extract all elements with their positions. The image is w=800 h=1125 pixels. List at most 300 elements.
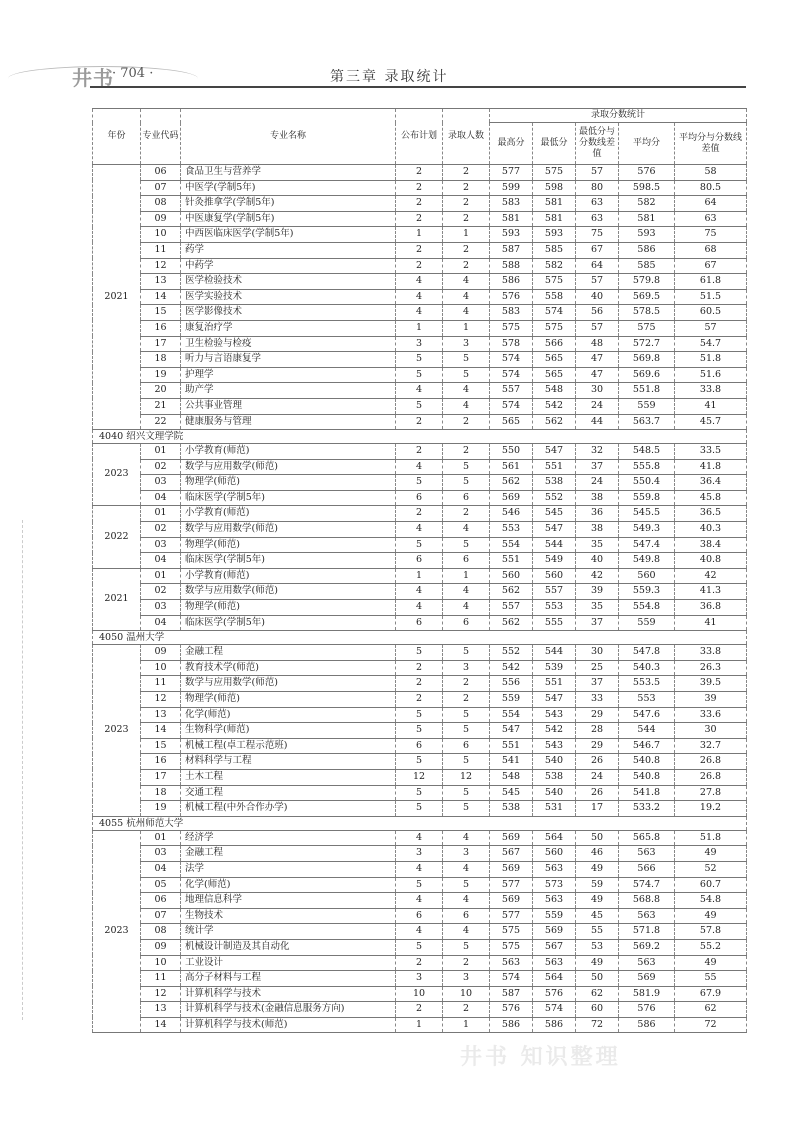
avg-diff-cell: 54.7 (675, 336, 747, 352)
plan-cell: 3 (396, 846, 443, 862)
col-avg: 平均分 (619, 123, 675, 165)
code-cell: 06 (141, 893, 181, 909)
table-row (93, 692, 747, 708)
avg-score-cell: 565.8 (619, 830, 675, 846)
table-row (93, 398, 747, 414)
code-cell: 04 (141, 615, 181, 631)
code-cell: 17 (141, 769, 181, 785)
year-cell: 2023 (93, 444, 141, 506)
year-cell: 2022 (93, 506, 141, 568)
min-score-cell: 573 (533, 877, 576, 893)
min-score-cell: 551 (533, 459, 576, 475)
max-score-cell: 557 (490, 383, 533, 399)
code-cell: 04 (141, 861, 181, 877)
major-name-cell: 经济学 (181, 830, 396, 846)
plan-cell: 2 (396, 180, 443, 196)
code-cell: 16 (141, 754, 181, 770)
min-score-cell: 585 (533, 242, 576, 258)
avg-score-cell: 549.8 (619, 553, 675, 569)
min-diff-cell: 24 (576, 769, 619, 785)
university-name: 4055 杭州师范大学 (93, 816, 747, 830)
admitted-cell: 5 (443, 645, 490, 661)
avg-score-cell: 566 (619, 861, 675, 877)
min-score-cell: 553 (533, 600, 576, 616)
plan-cell: 4 (396, 459, 443, 475)
min-score-cell: 593 (533, 227, 576, 243)
table-row (93, 305, 747, 321)
major-name-cell: 临床医学(学制5年) (181, 553, 396, 569)
table-header (93, 109, 747, 165)
plan-cell: 2 (396, 506, 443, 522)
avg-diff-cell: 39.5 (675, 676, 747, 692)
code-cell: 12 (141, 692, 181, 708)
avg-diff-cell: 60.5 (675, 305, 747, 321)
min-score-cell: 549 (533, 553, 576, 569)
code-cell: 05 (141, 877, 181, 893)
major-name-cell: 康复治疗学 (181, 320, 396, 336)
table-row (93, 600, 747, 616)
table-row (93, 459, 747, 475)
plan-cell: 4 (396, 861, 443, 877)
max-score-cell: 538 (490, 801, 533, 817)
min-score-cell: 538 (533, 769, 576, 785)
watermark: 井书 知识整理 (460, 1045, 621, 1070)
major-name-cell: 中医学(学制5年) (181, 180, 396, 196)
min-score-cell: 581 (533, 211, 576, 227)
min-score-cell: 581 (533, 196, 576, 212)
admitted-cell: 5 (443, 459, 490, 475)
min-diff-cell: 49 (576, 861, 619, 877)
code-cell: 21 (141, 398, 181, 414)
max-score-cell: 593 (490, 227, 533, 243)
plan-cell: 12 (396, 769, 443, 785)
admitted-cell: 2 (443, 444, 490, 460)
min-score-cell: 576 (533, 986, 576, 1002)
min-diff-cell: 49 (576, 955, 619, 971)
avg-score-cell: 582 (619, 196, 675, 212)
table-row (93, 553, 747, 569)
avg-score-cell: 576 (619, 1002, 675, 1018)
admission-table (92, 108, 747, 1033)
avg-diff-cell: 51.8 (675, 830, 747, 846)
max-score-cell: 562 (490, 475, 533, 491)
admitted-cell: 1 (443, 320, 490, 336)
major-name-cell: 机械工程(中外合作办学) (181, 801, 396, 817)
min-diff-cell: 63 (576, 211, 619, 227)
avg-score-cell: 547.4 (619, 537, 675, 553)
code-cell: 10 (141, 660, 181, 676)
avg-score-cell: 541.8 (619, 785, 675, 801)
plan-cell: 2 (396, 660, 443, 676)
admitted-cell: 2 (443, 955, 490, 971)
min-diff-cell: 24 (576, 398, 619, 414)
plan-cell: 5 (396, 939, 443, 955)
min-score-cell: 531 (533, 801, 576, 817)
code-cell: 18 (141, 785, 181, 801)
major-name-cell: 公共事业管理 (181, 398, 396, 414)
code-cell: 04 (141, 490, 181, 506)
avg-diff-cell: 51.6 (675, 367, 747, 383)
avg-score-cell: 569.8 (619, 352, 675, 368)
avg-score-cell: 571.8 (619, 924, 675, 940)
max-score-cell: 563 (490, 955, 533, 971)
min-score-cell: 563 (533, 955, 576, 971)
plan-cell: 5 (396, 537, 443, 553)
major-name-cell: 数学与应用数学(师范) (181, 676, 396, 692)
plan-cell: 5 (396, 352, 443, 368)
min-score-cell: 575 (533, 320, 576, 336)
plan-cell: 10 (396, 986, 443, 1002)
min-diff-cell: 55 (576, 924, 619, 940)
avg-diff-cell: 41 (675, 398, 747, 414)
min-diff-cell: 39 (576, 584, 619, 600)
table-row (93, 645, 747, 661)
avg-diff-cell: 67.9 (675, 986, 747, 1002)
min-diff-cell: 40 (576, 553, 619, 569)
avg-score-cell: 553 (619, 692, 675, 708)
avg-diff-cell: 45.8 (675, 490, 747, 506)
avg-diff-cell: 26.3 (675, 660, 747, 676)
min-score-cell: 551 (533, 676, 576, 692)
avg-diff-cell: 38.4 (675, 537, 747, 553)
major-name-cell: 材料科学与工程 (181, 754, 396, 770)
major-name-cell: 教育技术学(师范) (181, 660, 396, 676)
code-cell: 11 (141, 242, 181, 258)
plan-cell: 4 (396, 600, 443, 616)
avg-score-cell: 554.8 (619, 600, 675, 616)
avg-score-cell: 578.5 (619, 305, 675, 321)
plan-cell: 2 (396, 165, 443, 181)
code-cell: 01 (141, 506, 181, 522)
min-score-cell: 569 (533, 924, 576, 940)
major-name-cell: 卫生检验与检疫 (181, 336, 396, 352)
plan-cell: 4 (396, 924, 443, 940)
min-score-cell: 547 (533, 444, 576, 460)
major-name-cell: 金融工程 (181, 645, 396, 661)
plan-cell: 2 (396, 444, 443, 460)
admitted-cell: 3 (443, 846, 490, 862)
code-cell: 09 (141, 939, 181, 955)
min-diff-cell: 30 (576, 645, 619, 661)
table-row (93, 258, 747, 274)
avg-diff-cell: 60.7 (675, 877, 747, 893)
admitted-cell: 4 (443, 398, 490, 414)
code-cell: 15 (141, 738, 181, 754)
min-diff-cell: 50 (576, 971, 619, 987)
major-name-cell: 医学影像技术 (181, 305, 396, 321)
code-cell: 09 (141, 211, 181, 227)
university-row (93, 631, 747, 645)
admitted-cell: 10 (443, 986, 490, 1002)
max-score-cell: 550 (490, 444, 533, 460)
max-score-cell: 565 (490, 414, 533, 430)
min-score-cell: 563 (533, 893, 576, 909)
page-number: · 704 · (112, 66, 154, 81)
max-score-cell: 546 (490, 506, 533, 522)
max-score-cell: 569 (490, 893, 533, 909)
table-row (93, 955, 747, 971)
avg-diff-cell: 40.3 (675, 522, 747, 538)
min-diff-cell: 38 (576, 522, 619, 538)
table-row (93, 506, 747, 522)
plan-cell: 2 (396, 196, 443, 212)
table-row (93, 196, 747, 212)
min-score-cell: 545 (533, 506, 576, 522)
table-row (93, 289, 747, 305)
avg-diff-cell: 52 (675, 861, 747, 877)
avg-score-cell: 569.6 (619, 367, 675, 383)
major-name-cell: 临床医学(学制5年) (181, 615, 396, 631)
major-name-cell: 听力与言语康复学 (181, 352, 396, 368)
max-score-cell: 575 (490, 939, 533, 955)
major-name-cell: 计算机科学与技术(师范) (181, 1017, 396, 1033)
admitted-cell: 2 (443, 258, 490, 274)
avg-score-cell: 540.8 (619, 769, 675, 785)
max-score-cell: 554 (490, 707, 533, 723)
max-score-cell: 576 (490, 1002, 533, 1018)
plan-cell: 2 (396, 242, 443, 258)
avg-score-cell: 581.9 (619, 986, 675, 1002)
avg-score-cell: 544 (619, 723, 675, 739)
min-score-cell: 542 (533, 398, 576, 414)
min-score-cell: 563 (533, 861, 576, 877)
table-row (93, 584, 747, 600)
code-cell: 07 (141, 908, 181, 924)
max-score-cell: 567 (490, 846, 533, 862)
admitted-cell: 2 (443, 180, 490, 196)
code-cell: 22 (141, 414, 181, 430)
margin-dots (22, 520, 27, 1020)
min-diff-cell: 64 (576, 258, 619, 274)
admitted-cell: 3 (443, 660, 490, 676)
plan-cell: 5 (396, 707, 443, 723)
admitted-cell: 1 (443, 568, 490, 584)
table-row (93, 211, 747, 227)
max-score-cell: 577 (490, 877, 533, 893)
avg-score-cell: 547.6 (619, 707, 675, 723)
table-row (93, 414, 747, 430)
min-score-cell: 574 (533, 1002, 576, 1018)
min-diff-cell: 37 (576, 676, 619, 692)
admitted-cell: 3 (443, 336, 490, 352)
major-name-cell: 化学(师范) (181, 877, 396, 893)
min-diff-cell: 44 (576, 414, 619, 430)
chapter-title: 第三章 录取统计 (330, 69, 449, 85)
plan-cell: 6 (396, 553, 443, 569)
table-row (93, 180, 747, 196)
min-diff-cell: 25 (576, 660, 619, 676)
min-score-cell: 544 (533, 537, 576, 553)
min-score-cell: 543 (533, 738, 576, 754)
avg-diff-cell: 27.8 (675, 785, 747, 801)
min-diff-cell: 59 (576, 877, 619, 893)
major-name-cell: 小学教育(师范) (181, 506, 396, 522)
avg-diff-cell: 67 (675, 258, 747, 274)
max-score-cell: 569 (490, 830, 533, 846)
max-score-cell: 578 (490, 336, 533, 352)
logo: 井书 (72, 66, 114, 90)
max-score-cell: 553 (490, 522, 533, 538)
admitted-cell: 4 (443, 893, 490, 909)
min-diff-cell: 37 (576, 459, 619, 475)
plan-cell: 5 (396, 754, 443, 770)
avg-diff-cell: 42 (675, 568, 747, 584)
min-score-cell: 542 (533, 723, 576, 739)
table-body (93, 165, 747, 1033)
code-cell: 11 (141, 971, 181, 987)
min-score-cell: 565 (533, 352, 576, 368)
max-score-cell: 552 (490, 645, 533, 661)
major-name-cell: 数学与应用数学(师范) (181, 584, 396, 600)
table-row (93, 615, 747, 631)
code-cell: 04 (141, 553, 181, 569)
plan-cell: 4 (396, 893, 443, 909)
table-row (93, 861, 747, 877)
avg-diff-cell: 36.8 (675, 600, 747, 616)
min-score-cell: 547 (533, 692, 576, 708)
max-score-cell: 557 (490, 600, 533, 616)
plan-cell: 4 (396, 305, 443, 321)
min-score-cell: 539 (533, 660, 576, 676)
table-row (93, 336, 747, 352)
major-name-cell: 小学教育(师范) (181, 568, 396, 584)
admitted-cell: 5 (443, 785, 490, 801)
major-name-cell: 助产学 (181, 383, 396, 399)
admitted-cell: 5 (443, 475, 490, 491)
max-score-cell: 551 (490, 738, 533, 754)
max-score-cell: 561 (490, 459, 533, 475)
avg-score-cell: 555.8 (619, 459, 675, 475)
min-score-cell: 547 (533, 522, 576, 538)
min-diff-cell: 75 (576, 227, 619, 243)
avg-diff-cell: 80.5 (675, 180, 747, 196)
header-rule (90, 86, 746, 88)
year-cell: 2021 (93, 165, 141, 430)
admitted-cell: 5 (443, 877, 490, 893)
plan-cell: 5 (396, 645, 443, 661)
table-row (93, 274, 747, 290)
major-name-cell: 小学教育(师范) (181, 444, 396, 460)
major-name-cell: 生物技术 (181, 908, 396, 924)
code-cell: 14 (141, 1017, 181, 1033)
avg-diff-cell: 68 (675, 242, 747, 258)
max-score-cell: 586 (490, 1017, 533, 1033)
min-diff-cell: 80 (576, 180, 619, 196)
table-row (93, 165, 747, 181)
max-score-cell: 587 (490, 242, 533, 258)
code-cell: 07 (141, 180, 181, 196)
avg-score-cell: 563.7 (619, 414, 675, 430)
plan-cell: 5 (396, 398, 443, 414)
avg-diff-cell: 57 (675, 320, 747, 336)
col-min-diff: 最低分与分数线差值 (576, 123, 619, 165)
major-name-cell: 化学(师范) (181, 707, 396, 723)
min-diff-cell: 67 (576, 242, 619, 258)
min-diff-cell: 57 (576, 165, 619, 181)
major-name-cell: 医学检验技术 (181, 274, 396, 290)
avg-diff-cell: 41.3 (675, 584, 747, 600)
avg-score-cell: 586 (619, 242, 675, 258)
min-score-cell: 566 (533, 336, 576, 352)
max-score-cell: 569 (490, 490, 533, 506)
admitted-cell: 2 (443, 692, 490, 708)
col-plan: 公布计划 (396, 109, 443, 165)
min-score-cell: 548 (533, 383, 576, 399)
max-score-cell: 583 (490, 305, 533, 321)
col-min: 最低分 (533, 123, 576, 165)
major-name-cell: 护理学 (181, 367, 396, 383)
table-row (93, 1017, 747, 1033)
table-row (93, 660, 747, 676)
min-diff-cell: 29 (576, 707, 619, 723)
plan-cell: 2 (396, 676, 443, 692)
major-name-cell: 物理学(师范) (181, 692, 396, 708)
code-cell: 03 (141, 475, 181, 491)
min-diff-cell: 57 (576, 320, 619, 336)
table-row (93, 1002, 747, 1018)
col-max: 最高分 (490, 123, 533, 165)
table-row (93, 924, 747, 940)
major-name-cell: 物理学(师范) (181, 537, 396, 553)
admitted-cell: 4 (443, 830, 490, 846)
min-diff-cell: 35 (576, 600, 619, 616)
major-name-cell: 生物科学(师范) (181, 723, 396, 739)
avg-score-cell: 553.5 (619, 676, 675, 692)
min-score-cell: 575 (533, 165, 576, 181)
admitted-cell: 5 (443, 707, 490, 723)
avg-score-cell: 549.3 (619, 522, 675, 538)
admitted-cell: 5 (443, 537, 490, 553)
major-name-cell: 机械工程(卓工程示范班) (181, 738, 396, 754)
plan-cell: 5 (396, 801, 443, 817)
table-row (93, 242, 747, 258)
min-diff-cell: 56 (576, 305, 619, 321)
major-name-cell: 中药学 (181, 258, 396, 274)
avg-diff-cell: 72 (675, 1017, 747, 1033)
avg-score-cell: 593 (619, 227, 675, 243)
min-diff-cell: 50 (576, 830, 619, 846)
avg-score-cell: 579.8 (619, 274, 675, 290)
plan-cell: 4 (396, 383, 443, 399)
min-score-cell: 586 (533, 1017, 576, 1033)
min-diff-cell: 49 (576, 893, 619, 909)
major-name-cell: 健康服务与管理 (181, 414, 396, 430)
avg-score-cell: 581 (619, 211, 675, 227)
year-cell: 2023 (93, 645, 141, 817)
min-diff-cell: 33 (576, 692, 619, 708)
max-score-cell: 574 (490, 971, 533, 987)
year-cell: 2021 (93, 568, 141, 630)
table-row (93, 537, 747, 553)
min-score-cell: 582 (533, 258, 576, 274)
avg-diff-cell: 36.5 (675, 506, 747, 522)
avg-score-cell: 568.8 (619, 893, 675, 909)
min-score-cell: 559 (533, 908, 576, 924)
plan-cell: 2 (396, 211, 443, 227)
admitted-cell: 4 (443, 861, 490, 877)
table-row (93, 352, 747, 368)
min-score-cell: 555 (533, 615, 576, 631)
avg-diff-cell: 75 (675, 227, 747, 243)
code-cell: 16 (141, 320, 181, 336)
major-name-cell: 高分子材料与工程 (181, 971, 396, 987)
code-cell: 03 (141, 846, 181, 862)
admitted-cell: 5 (443, 352, 490, 368)
min-diff-cell: 57 (576, 274, 619, 290)
min-diff-cell: 47 (576, 352, 619, 368)
max-score-cell: 599 (490, 180, 533, 196)
admitted-cell: 4 (443, 274, 490, 290)
